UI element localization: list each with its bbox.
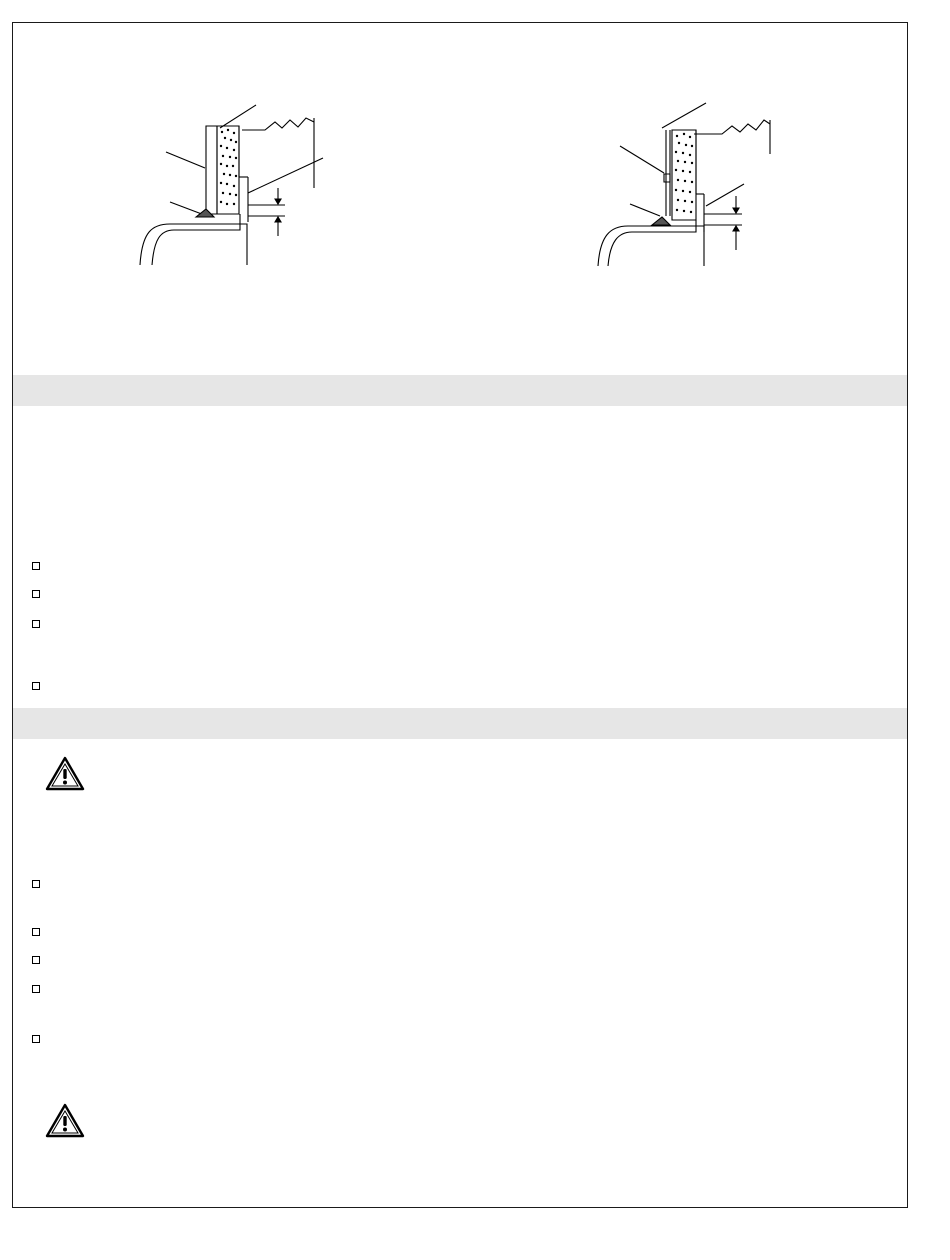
checkbox-icon[interactable] [32, 620, 40, 628]
warning-triangle-icon [44, 755, 86, 793]
checkbox-icon[interactable] [32, 562, 40, 570]
checkbox-icon[interactable] [32, 956, 40, 964]
warning-triangle-icon [44, 1102, 86, 1140]
checkbox-icon[interactable] [32, 985, 40, 993]
wall-section-diagram-right [590, 98, 800, 266]
section-heading-band [13, 375, 907, 406]
wall-section-diagram-left [130, 100, 340, 265]
checkbox-icon[interactable] [32, 1035, 40, 1043]
checkbox-icon[interactable] [32, 928, 40, 936]
checkbox-icon[interactable] [32, 880, 40, 888]
checkbox-icon[interactable] [32, 682, 40, 690]
checkbox-icon[interactable] [32, 590, 40, 598]
section-heading-band [13, 708, 907, 739]
